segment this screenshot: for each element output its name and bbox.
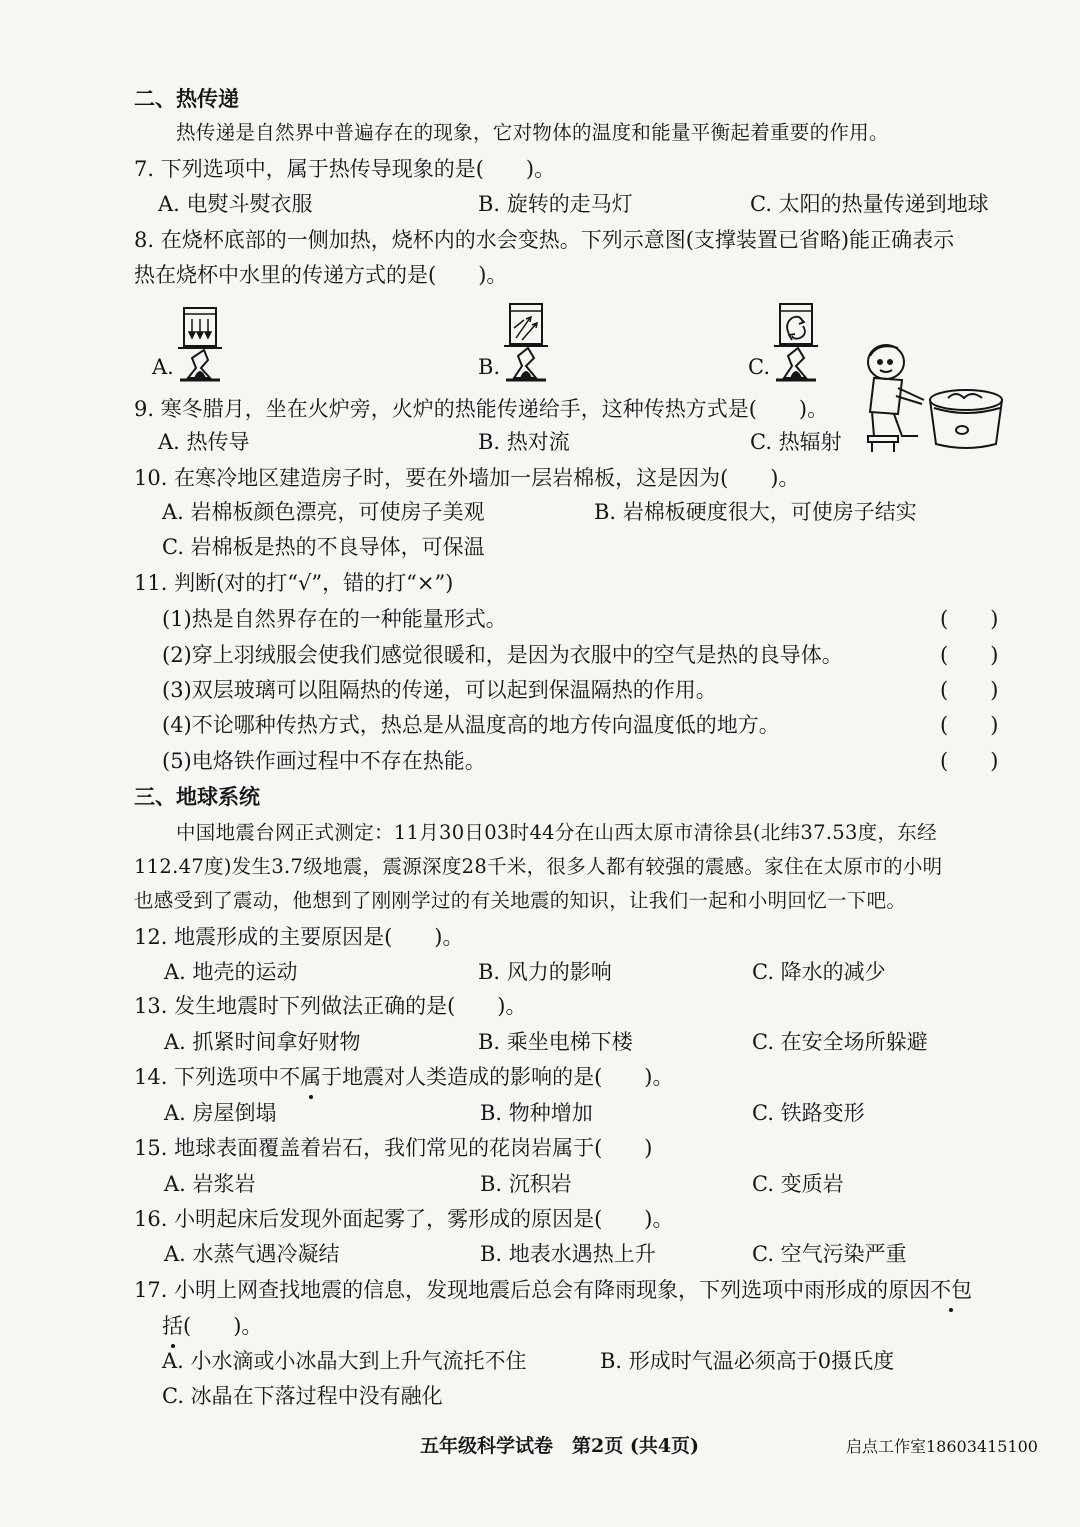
question-12-option-a: A. 地壳的运动 xyxy=(164,960,298,984)
judgement-answer-1[interactable]: ( ) xyxy=(940,607,999,631)
question-13-option-a: A. 抓紧时间拿好财物 xyxy=(164,1030,361,1054)
section-intro-line1: 中国地震台网正式测定：11月30日03时44分在山西太原市清徐县(北纬37.53度，东经 xyxy=(176,821,937,844)
question-17-stem-line1 xyxy=(134,1275,972,1305)
question-9-option-b: B. 热对流 xyxy=(478,430,570,454)
question-14-stem xyxy=(134,1062,673,1092)
judgement-answer-2[interactable]: ( ) xyxy=(940,643,999,667)
question-8-stem-line2: 热在烧杯中水里的传递方式的是( )。 xyxy=(134,263,508,287)
question-10-option-b: B. 岩棉板硬度很大，可使房子结实 xyxy=(594,500,917,524)
question-12-option-b: B. 风力的影响 xyxy=(478,960,612,984)
question-14-stem-post: 地震对人类造成的影响的是( )。 xyxy=(342,1065,674,1089)
question-10-option-c: C. 岩棉板是热的不良导体，可保温 xyxy=(162,535,485,559)
question-17-stem-post: ( )。 xyxy=(183,1314,263,1338)
question-8-stem-line1: 8. 在烧杯底部的一侧加热，烧杯内的水会变热。下列示意图(支撑装置已省略)能正确表示 xyxy=(134,228,955,252)
judgement-item-4: (4)不论哪种传热方式，热总是从温度高的地方传向温度低的地方。 xyxy=(162,713,780,737)
question-16-option-b: B. 地表水遇热上升 xyxy=(480,1242,656,1266)
question-15-option-c: C. 变质岩 xyxy=(752,1172,844,1196)
question-17-option-b: B. 形成时气温必须高于0摄氏度 xyxy=(600,1349,895,1373)
judgement-item-3: (3)双层玻璃可以阻隔热的传递，可以起到保温隔热的作用。 xyxy=(162,678,717,702)
beaker-a-figure xyxy=(174,302,226,384)
question-8-option-b: B. xyxy=(478,355,501,379)
question-12-option-c: C. 降水的减少 xyxy=(752,960,886,984)
section-intro: 热传递是自然界中普遍存在的现象，它对物体的温度和能量平衡起着重要的作用。 xyxy=(176,121,889,144)
question-15-option-b: B. 沉积岩 xyxy=(480,1172,572,1196)
beaker-c-figure xyxy=(770,298,822,384)
question-17-stem-line2 xyxy=(162,1311,262,1341)
question-17-stem-pre: 17. 小明上网查找地震的信息，发现地震后总会有降雨现象，下列选项中雨形成的原因 xyxy=(134,1278,931,1302)
judgement-item-2: (2)穿上羽绒服会使我们感觉很暖和，是因为衣服中的空气是热的良导体。 xyxy=(162,643,843,667)
question-14-emphasis: 不属于 xyxy=(279,1062,342,1092)
question-10-stem: 10. 在寒冷地区建造房子时，要在外墙加一层岩棉板，这是因为( )。 xyxy=(134,466,800,490)
question-14-option-a: A. 房屋倒塌 xyxy=(164,1101,277,1125)
section-intro-line2: 112.47度)发生3.7级地震，震源深度28千米，很多人都有较强的震感。家住在太原市的小明 xyxy=(134,855,943,878)
question-16-stem: 16. 小明起床后发现外面起雾了，雾形成的原因是( )。 xyxy=(134,1207,674,1231)
judgement-answer-3[interactable]: ( ) xyxy=(940,678,999,702)
section-heading-earth-system: 三、地球系统 xyxy=(134,784,260,809)
question-12-stem: 12. 地震形成的主要原因是( )。 xyxy=(134,925,464,949)
question-7-option-b: B. 旋转的走马灯 xyxy=(478,192,633,216)
question-7-stem: 7. 下列选项中，属于热传导现象的是( )。 xyxy=(134,157,556,181)
question-17-option-a: A. 小水滴或小冰晶大到上升气流托不住 xyxy=(162,1349,527,1373)
judgement-answer-4[interactable]: ( ) xyxy=(940,713,999,737)
section-intro-line3: 也感受到了震动，他想到了刚刚学过的有关地震的知识，让我们一起和小明回忆一下吧。 xyxy=(134,889,907,912)
question-7-option-a: A. 电熨斗熨衣服 xyxy=(158,192,313,216)
question-9-option-c: C. 热辐射 xyxy=(750,430,842,454)
question-9-option-a: A. 热传导 xyxy=(158,430,250,454)
question-13-option-c: C. 在安全场所躲避 xyxy=(752,1030,928,1054)
judgement-answer-5[interactable]: ( ) xyxy=(940,749,999,773)
question-13-option-b: B. 乘坐电梯下楼 xyxy=(478,1030,633,1054)
question-17-emphasis-2: 括 xyxy=(162,1311,183,1341)
child-by-stove-illustration xyxy=(852,338,1008,456)
question-17-emphasis-1: 不包 xyxy=(930,1275,972,1305)
question-10-option-a: A. 岩棉板颜色漂亮，可使房子美观 xyxy=(162,500,485,524)
question-9-stem: 9. 寒冬腊月，坐在火炉旁，火炉的热能传递给手，这种传热方式是( )。 xyxy=(134,397,829,421)
question-16-option-c: C. 空气污染严重 xyxy=(752,1242,907,1266)
studio-watermark: 启点工作室18603415100 xyxy=(846,1437,1038,1456)
question-14-option-c: C. 铁路变形 xyxy=(752,1101,865,1125)
question-11-stem: 11. 判断(对的打“√”，错的打“×”) xyxy=(134,571,454,595)
question-16-option-a: A. 水蒸气遇冷凝结 xyxy=(164,1242,340,1266)
question-15-option-a: A. 岩浆岩 xyxy=(164,1172,256,1196)
question-14-option-b: B. 物种增加 xyxy=(480,1101,593,1125)
question-8-option-c: C. xyxy=(748,355,770,379)
judgement-item-1: (1)热是自然界存在的一种能量形式。 xyxy=(162,607,507,631)
section-heading-heat-transfer: 二、热传递 xyxy=(134,86,239,111)
question-8-option-a: A. xyxy=(152,355,174,379)
judgement-item-5: (5)电烙铁作画过程中不存在热能。 xyxy=(162,749,486,773)
page-footer: 五年级科学试卷 第2页 (共4页) xyxy=(420,1435,700,1457)
question-15-stem: 15. 地球表面覆盖着岩石，我们常见的花岗岩属于( ) xyxy=(134,1136,653,1160)
question-13-stem: 13. 发生地震时下列做法正确的是( )。 xyxy=(134,994,527,1018)
beaker-b-figure xyxy=(500,298,552,384)
question-17-option-c: C. 冰晶在下落过程中没有融化 xyxy=(162,1384,443,1408)
question-14-stem-pre: 14. 下列选项中 xyxy=(134,1065,280,1089)
question-7-option-c: C. 太阳的热量传递到地球 xyxy=(750,192,989,216)
